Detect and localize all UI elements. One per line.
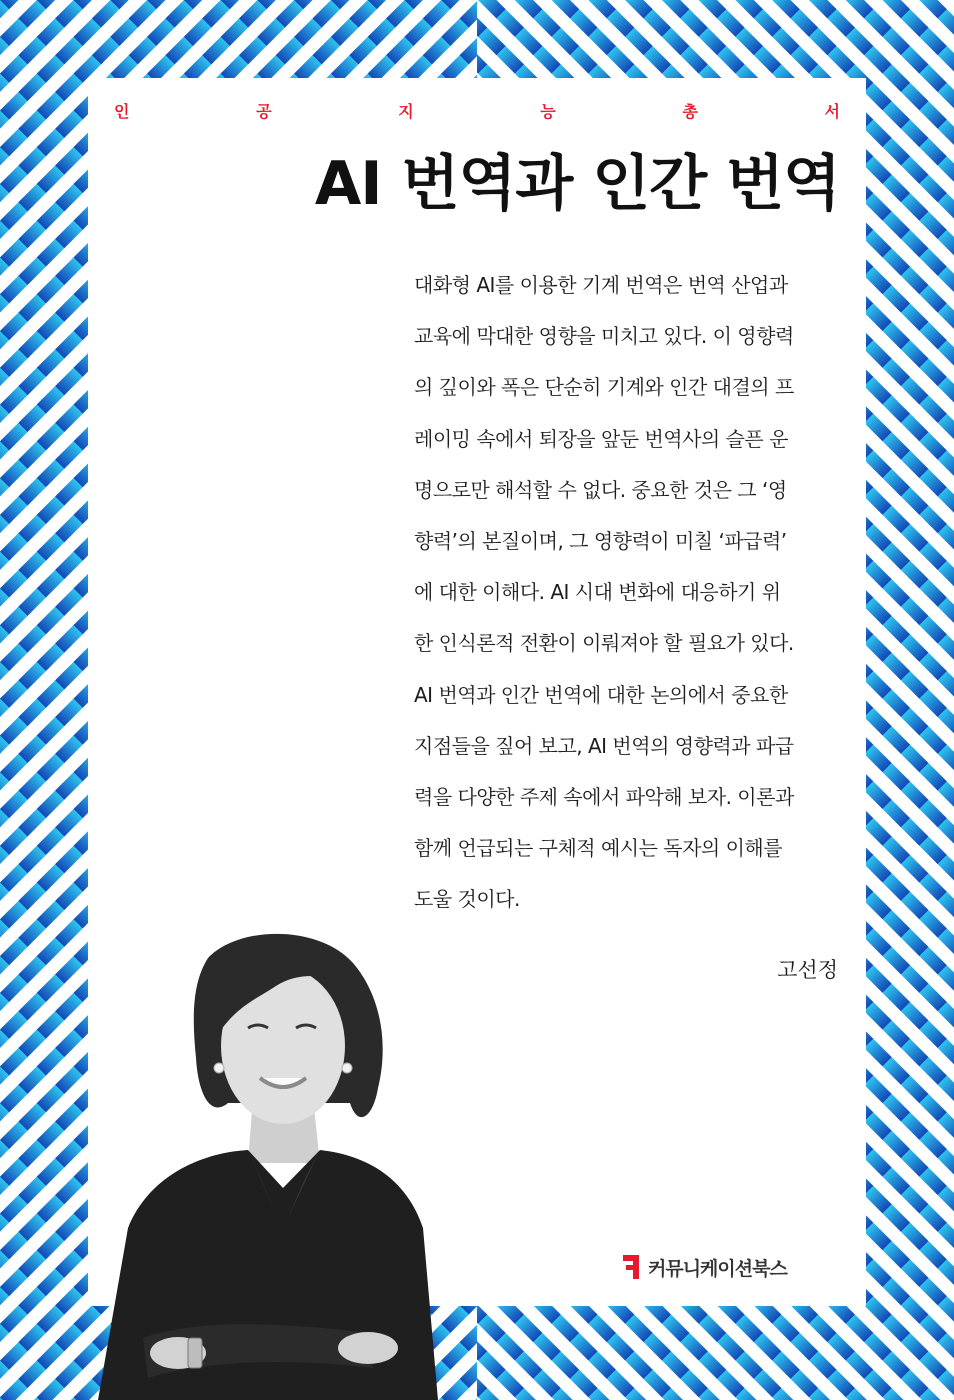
series-char: 능 [540, 102, 556, 121]
book-title: AI 번역과 인간 번역 [314, 149, 840, 219]
author-portrait [88, 928, 438, 1400]
series-char: 서 [824, 102, 840, 121]
series-char: 인 [114, 102, 130, 121]
description-line: AI 번역과 인간 번역에 대한 논의에서 중요한 [414, 682, 788, 707]
publisher-logo-icon [622, 1252, 642, 1282]
description-line: 력을 다양한 주제 속에서 파악해 보자. 이론과 [414, 785, 794, 810]
series-char: 지 [398, 102, 414, 121]
description-line: 에 대한 이해다. AI 시대 변화에 대응하기 위 [414, 580, 781, 605]
description-line: 도울 것이다. [414, 887, 520, 912]
description-line: 교육에 막대한 영향을 미치고 있다. 이 영향력 [414, 324, 794, 349]
series-char: 공 [256, 102, 272, 121]
description-line: 한 인식론적 전환이 이뤄져야 할 필요가 있다. [414, 631, 794, 656]
description-line: 함께 언급되는 구체적 예시는 독자의 이해를 [414, 836, 783, 861]
series-char: 총 [682, 102, 698, 121]
description-line: 향력’의 본질이며, 그 영향력이 미칠 ‘파급력’ [414, 529, 787, 554]
series-label [88, 95, 866, 129]
publisher-name: 커뮤니케이션북스 [648, 1257, 787, 1280]
description-line: 대화형 AI를 이용한 기계 번역은 번역 산업과 [414, 273, 788, 297]
book-description [414, 260, 838, 926]
author-name: 고선정 [777, 958, 838, 982]
description-line: 의 깊이와 폭은 단순히 기계와 인간 대결의 프 [414, 375, 794, 400]
description-line: 지점들을 짚어 보고, AI 번역의 영향력과 파급 [414, 733, 794, 758]
description-line: 레이밍 속에서 퇴장을 앞둔 번역사의 슬픈 운 [414, 426, 788, 451]
description-line: 명으로만 해석할 수 없다. 중요한 것은 그 ‘영 [414, 477, 787, 502]
publisher-logo [622, 1250, 787, 1284]
